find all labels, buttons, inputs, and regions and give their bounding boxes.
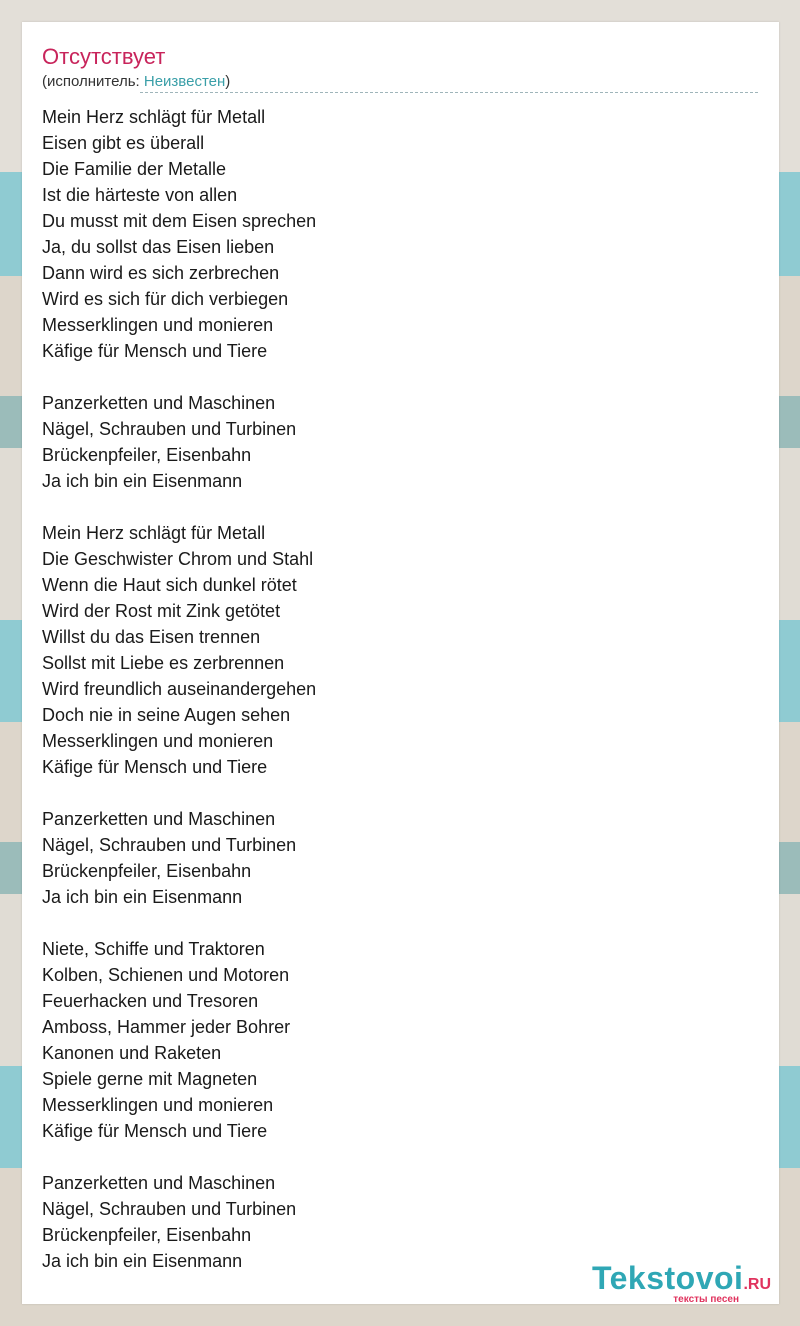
lyric-line: Käfige für Mensch und Tiere <box>42 757 268 777</box>
lyric-line: Dann wird es sich zerbrechen <box>42 263 280 283</box>
lyric-line: Brückenpfeiler, Eisenbahn <box>42 445 252 465</box>
lyrics-text <box>42 104 316 1274</box>
lyric-line: Mein Herz schlägt für Metall <box>42 107 266 127</box>
performer-suffix: ) <box>225 73 231 90</box>
lyric-line: Doch nie in seine Augen sehen <box>42 705 291 725</box>
stanza-break <box>42 1144 316 1170</box>
lyric-line: Ja ich bin ein Eisenmann <box>42 1251 243 1271</box>
lyrics-card <box>22 22 779 1304</box>
logo-brand: Tekstovoi <box>591 1260 744 1296</box>
performer-line <box>42 72 230 92</box>
lyric-line: Amboss, Hammer jeder Bohrer <box>42 1017 291 1037</box>
logo-tagline: тексты песен <box>673 1294 739 1305</box>
stanza-break <box>42 780 316 806</box>
lyric-line: Nägel, Schrauben und Turbinen <box>42 419 297 439</box>
lyric-line: Panzerketten und Maschinen <box>42 393 276 413</box>
performer-prefix: (исполнитель: <box>42 73 144 90</box>
stanza-break <box>42 364 316 390</box>
site-logo[interactable] <box>591 1260 771 1305</box>
lyric-line: Panzerketten und Maschinen <box>42 809 276 829</box>
lyric-line: Feuerhacken und Tresoren <box>42 991 259 1011</box>
logo-tld: .RU <box>743 1276 771 1293</box>
lyric-line: Messerklingen und monieren <box>42 315 274 335</box>
lyric-line: Wird der Rost mit Zink getötet <box>42 601 281 621</box>
lyric-line: Brückenpfeiler, Eisenbahn <box>42 861 252 881</box>
lyric-line: Messerklingen und monieren <box>42 731 274 751</box>
lyric-line: Eisen gibt es überall <box>42 133 205 153</box>
lyric-line: Du musst mit dem Eisen sprechen <box>42 211 317 231</box>
lyric-line: Käfige für Mensch und Tiere <box>42 1121 268 1141</box>
lyric-line: Die Familie der Metalle <box>42 159 227 179</box>
title-divider <box>140 92 758 93</box>
lyric-line: Willst du das Eisen trennen <box>42 627 261 647</box>
lyric-line: Sollst mit Liebe es zerbrennen <box>42 653 285 673</box>
lyric-line: Ja, du sollst das Eisen lieben <box>42 237 275 257</box>
song-title: Отсутствует <box>42 44 166 69</box>
lyric-line: Wenn die Haut sich dunkel rötet <box>42 575 297 595</box>
lyric-line: Käfige für Mensch und Tiere <box>42 341 268 361</box>
lyric-line: Die Geschwister Chrom und Stahl <box>42 549 314 569</box>
lyric-line: Wird freundlich auseinandergehen <box>42 679 317 699</box>
lyric-line: Niete, Schiffe und Traktoren <box>42 939 265 959</box>
lyric-line: Messerklingen und monieren <box>42 1095 274 1115</box>
lyric-line: Mein Herz schlägt für Metall <box>42 523 266 543</box>
stanza-break <box>42 910 316 936</box>
lyric-line: Wird es sich für dich verbiegen <box>42 289 289 309</box>
lyric-line: Nägel, Schrauben und Turbinen <box>42 1199 297 1219</box>
stanza-break <box>42 494 316 520</box>
performer-link[interactable]: Неизвестен <box>143 73 226 90</box>
lyric-line: Spiele gerne mit Magneten <box>42 1069 258 1089</box>
lyric-line: Nägel, Schrauben und Turbinen <box>42 835 297 855</box>
lyric-line: Kolben, Schienen und Motoren <box>42 965 290 985</box>
lyric-line: Brückenpfeiler, Eisenbahn <box>42 1225 252 1245</box>
lyric-line: Panzerketten und Maschinen <box>42 1173 276 1193</box>
lyric-line: Kanonen und Raketen <box>42 1043 222 1063</box>
lyric-line: Ja ich bin ein Eisenmann <box>42 887 243 907</box>
lyric-line: Ja ich bin ein Eisenmann <box>42 471 243 491</box>
lyric-line: Ist die härteste von allen <box>42 185 238 205</box>
